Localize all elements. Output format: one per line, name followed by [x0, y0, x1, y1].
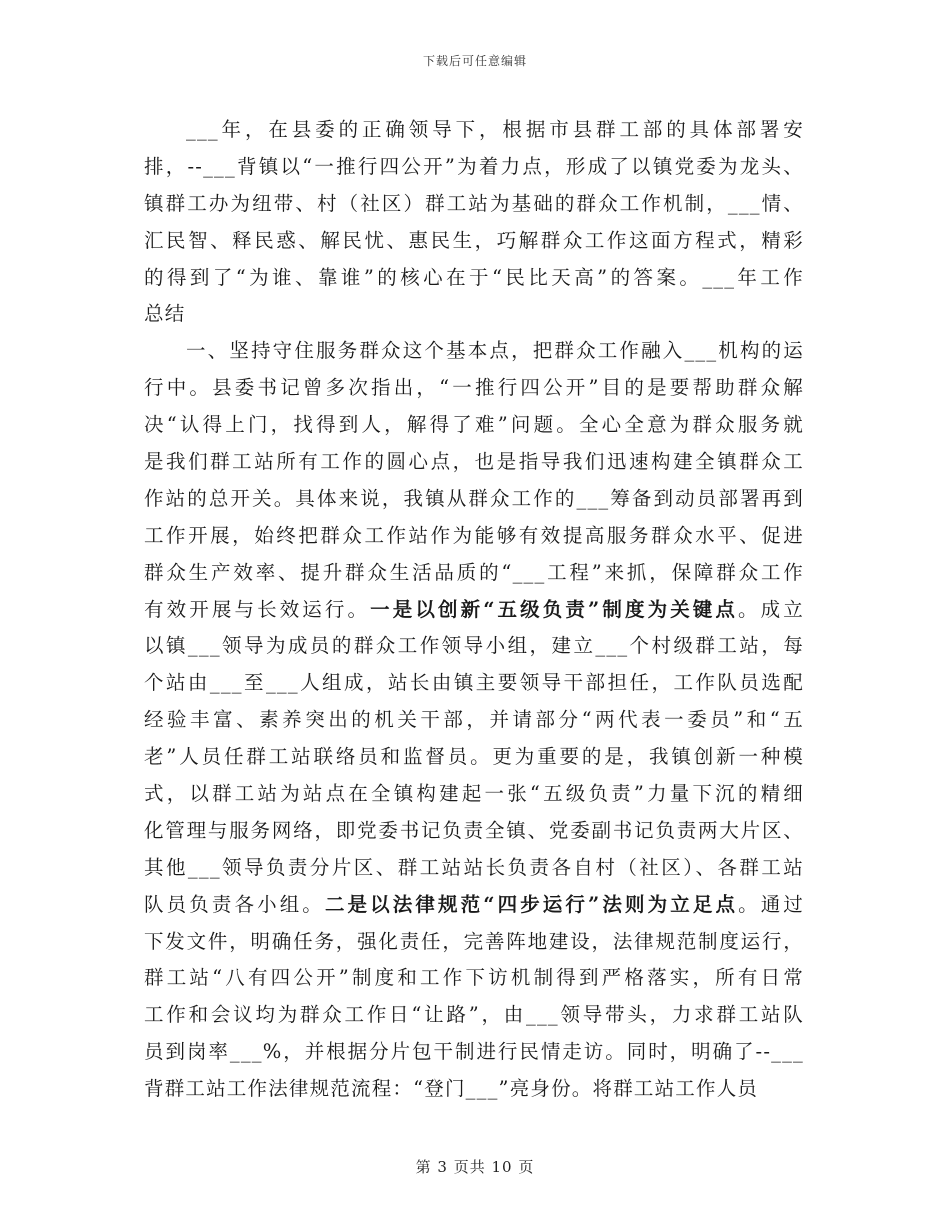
text-segment: 有效开展与长效运行。: [144, 597, 371, 621]
page-footer: 第 3 页共 10 页: [415, 1158, 535, 1176]
text-line: [144, 887, 804, 924]
text-segment: 队员负责各小组。: [144, 892, 325, 916]
text-line: [144, 481, 804, 518]
text-segment: 群众生产效率、提升群众生活品质的“___工程”来抓，保障群众工作: [144, 560, 804, 584]
text-segment: 老”人员任群工站联络员和监督员。更为重要的是，我镇创新一种模: [144, 745, 804, 769]
text-segment: 汇民智、释民惑、解民忧、惠民生，巧解群众工作这面方程式，精彩: [144, 228, 804, 252]
text-line: [144, 739, 804, 776]
text-segment: 的得到了“为谁、靠谁”的核心在于“民比天高”的答案。___年工作: [144, 265, 804, 289]
text-segment: 工作和会议均为群众工作日“让路”，由___领导带头，力求群工站队: [144, 1003, 804, 1027]
text-line: [144, 776, 804, 813]
text-line: [144, 997, 804, 1034]
page-header: 下载后可任意编辑: [422, 54, 527, 68]
text-line: [144, 555, 804, 592]
text-segment: 行中。县委书记曾多次指出，“一推行四公开”目的是要帮助群众解: [144, 376, 804, 400]
text-segment: 。通过: [738, 892, 804, 916]
text-line: [144, 223, 804, 260]
text-segment: 背群工站工作法律规范流程：“登门___”亮身份。将群工站工作人员: [144, 1077, 759, 1101]
text-segment: 决“认得上门，找得到人，解得了难”问题。全心全意为群众服务就: [144, 413, 804, 437]
paragraph: [144, 333, 804, 1108]
text-line: [144, 924, 804, 961]
text-line: [144, 149, 804, 186]
text-line: [144, 518, 804, 555]
text-segment: 个站由___至___人组成，站长由镇主要领导干部担任，工作队员选配: [144, 671, 804, 695]
text-segment: 一、坚持守住服务群众这个基本点，把群众工作融入___机构的运: [186, 339, 804, 363]
text-line: [144, 407, 804, 444]
text-line: [144, 665, 804, 702]
text-segment: 作站的总开关。具体来说，我镇从群众工作的___筹备到动员部署再到: [144, 486, 804, 510]
text-segment: 排，--___背镇以“一推行四公开”为着力点，形成了以镇党委为龙头、: [144, 154, 804, 178]
text-line: [144, 960, 804, 997]
text-segment: 。成立: [738, 597, 804, 621]
text-segment: 以镇___领导为成员的群众工作领导小组，建立___个村级群工站，每: [144, 634, 804, 658]
text-segment: 下发文件，明确任务，强化责任，完善阵地建设，法律规范制度运行，: [144, 929, 804, 953]
text-line: [144, 333, 804, 370]
text-line: [144, 702, 804, 739]
text-segment: ___年，在县委的正确领导下，根据市县群工部的具体部署安: [186, 118, 804, 141]
text-line: [144, 1034, 804, 1071]
text-segment: 经验丰富、素养突出的机关干部，并请部分“两代表一委员”和“五: [144, 708, 804, 732]
text-line: [144, 1071, 804, 1108]
text-line: [144, 370, 804, 407]
bold-text: 二是以法律规范“四步运行”法则为立足点: [324, 892, 739, 916]
text-line: [144, 296, 804, 333]
text-segment: 群工站“八有四公开”制度和工作下访机制得到严格落实，所有日常: [144, 966, 804, 990]
bold-text: 一是以创新“五级负责”制度为关键点: [370, 597, 739, 621]
text-segment: 其他___领导负责分片区、群工站站长负责各自村（社区）、各群工站: [144, 855, 804, 879]
text-line: [144, 813, 804, 850]
text-segment: 员到岗率___%，并根据分片包干制进行民情走访。同时，明确了--___: [144, 1040, 804, 1064]
text-segment: 工作开展，始终把群众工作站作为能够有效提高服务群众水平、促进: [144, 523, 804, 547]
text-segment: 镇群工办为纽带、村（社区）群工站为基础的群众工作机制，___情、: [144, 191, 804, 215]
document-body: [144, 112, 804, 1108]
text-line: [144, 260, 804, 297]
text-segment: 是我们群工站所有工作的圆心点，也是指导我们迅速构建全镇群众工: [144, 450, 804, 474]
text-line: [144, 628, 804, 665]
text-line: [144, 592, 804, 629]
text-line: [144, 444, 804, 481]
text-segment: 化管理与服务网络，即党委书记负责全镇、党委副书记负责两大片区、: [144, 818, 804, 842]
text-line: [144, 186, 804, 223]
paragraph: [144, 112, 804, 333]
text-line: [144, 112, 804, 149]
text-segment: 式，以群工站为站点在全镇构建起一张“五级负责”力量下沉的精细: [144, 782, 804, 806]
text-line: [144, 850, 804, 887]
text-segment: 总结: [144, 302, 186, 326]
